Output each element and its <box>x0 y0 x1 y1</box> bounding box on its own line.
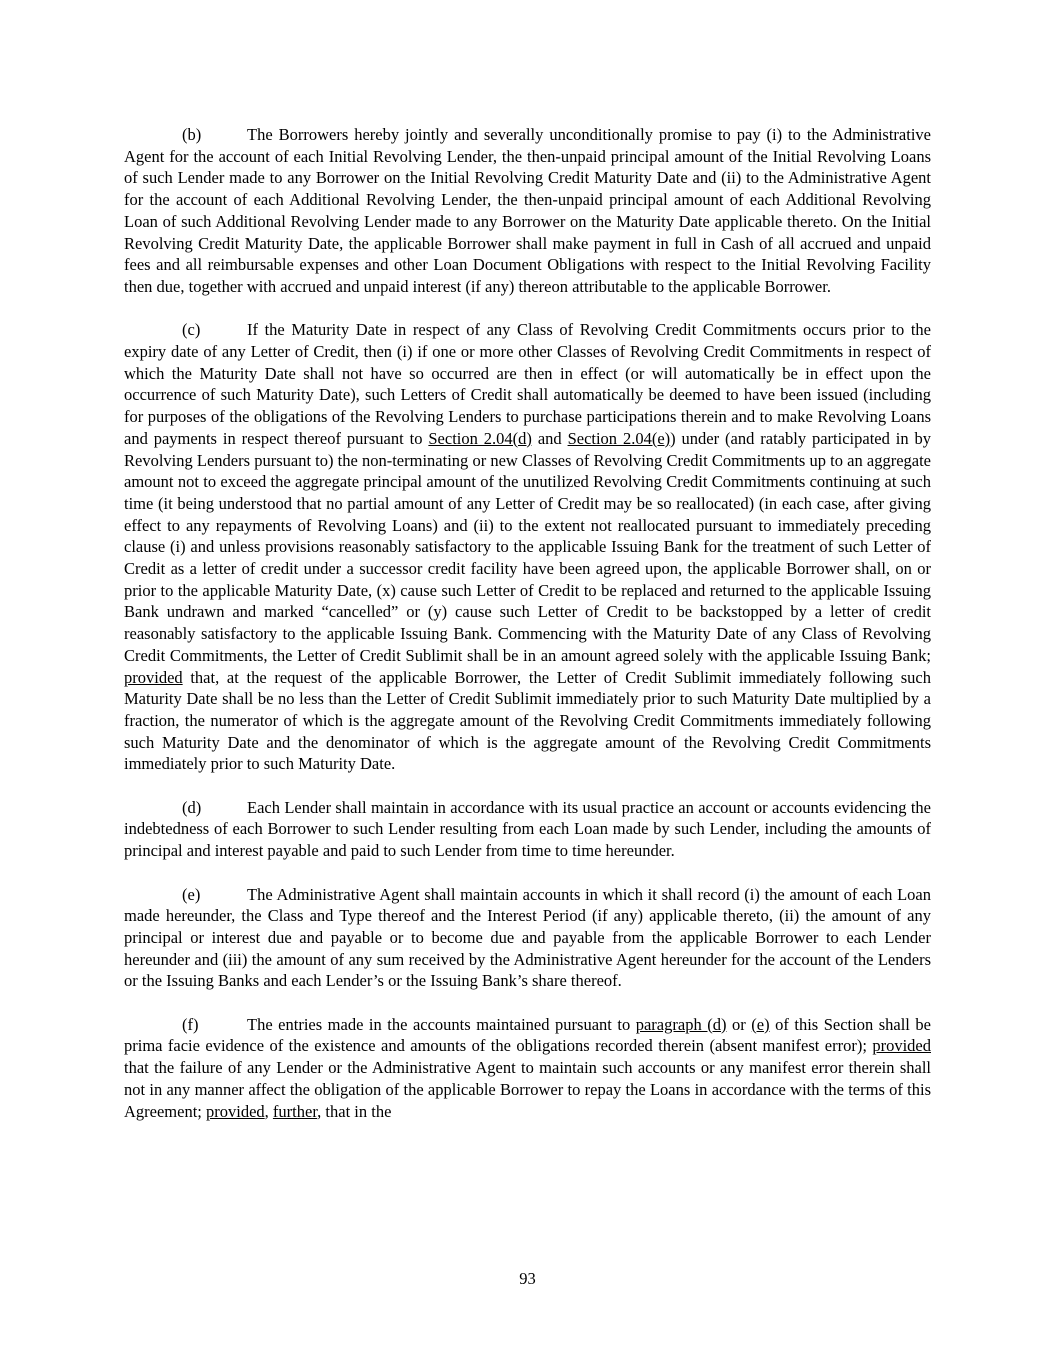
paragraph-e <box>124 884 931 993</box>
paragraph-text: The entries made in the accounts maintained pursuant to <box>247 1014 636 1034</box>
body-text <box>124 124 931 1144</box>
paragraph-reference: paragraph (d) <box>635 1014 727 1034</box>
paragraph-text: that the failure of any Lender or the Administrative Agent to maintain such accounts or any manifest error therein shall not in any manner affect the obligation of the applicable Borrower to repay the Loans in accordance with the terms of this Agreement; <box>124 1058 931 1121</box>
paragraph-text: of this Section shall be prima facie evidence of the existence and amounts of the obligations recorded therein (absent manifest error); <box>124 1014 931 1056</box>
paragraph-text: , that in the <box>317 1101 392 1121</box>
paragraph-label: (f) <box>182 1014 199 1034</box>
paragraph-text: The Administrative Agent shall maintain accounts in which it shall record (i) the amount of each Loan made hereunder, the Class and Type thereof and the Interest Period (if any) applicable thereto, (ii) the amount of any principal or interest due and payable or to become due and payable from the applicable Borrower to each Lender hereunder and (iii) the amount of any sum received by the Administrative Agent hereunder for the account of the Lenders or the Issuing Banks and each Lender’s or the Issuing Bank’s share thereof. <box>124 884 931 991</box>
paragraph-c <box>124 319 931 775</box>
section-reference: Section 2.04(e) <box>567 428 671 448</box>
section-reference: Section 2.04(d) <box>428 428 532 448</box>
paragraph-label: (d) <box>182 797 202 817</box>
paragraph-text: and <box>531 428 568 448</box>
page-number: 93 <box>519 1269 536 1288</box>
paragraph-label: (b) <box>182 125 202 144</box>
provided-term: provided <box>872 1036 931 1056</box>
paragraph-text: Each Lender shall maintain in accordance with its usual practice an account or accounts evidencing the indebtedness of each Borrower to such Lender resulting from each Loan made by such Lender, including the amounts of principal and interest payable and paid to such Lender from time to time hereunder. <box>124 797 931 861</box>
paragraph-reference: (e) <box>751 1014 770 1034</box>
paragraph-text: or <box>726 1014 752 1034</box>
paragraph-b <box>124 124 931 298</box>
paragraph-text: , <box>264 1101 273 1121</box>
paragraph-f <box>124 1014 931 1123</box>
paragraph-d <box>124 797 931 862</box>
further-term: further <box>272 1101 318 1121</box>
paragraph-label: (e) <box>182 884 201 904</box>
paragraph-text: ) under (and ratably participated in by Revolving Lenders pursuant to) the non-terminating or new Classes of Revolving Credit Commitments up to an aggregate amount not to exceed the aggregate principal amount of the unutilized Revolving Credit Commitments continuing at such time (it being understood that no partial amount of any Letter of Credit may be so reallocated) (in each case, after giving effect to any repayments of Revolving Loans) and (ii) to the extent not reallocated pursuant to immediately preceding clause (i) and unless provisions reasonably satisfactory to the applicable Issuing Bank for the treatment of such Letter of Credit as a letter of credit under a successor credit facility have been agreed upon, the applicable Borrower shall, on or prior to the applicable Maturity Date, (x) cause such Letter of Credit to be replaced and returned to the applicable Issuing Bank undrawn and marked “cancelled” or (y) cause such Letter of Credit to be backstopped by a letter of credit reasonably satisfactory to the applicable Issuing Bank. Commencing with the Maturity Date of any Class of Revolving Credit Commitments, the Letter of Credit Sublimit shall be in an amount agreed solely with the applicable Issuing Bank; <box>124 428 932 665</box>
paragraph-text: If the Maturity Date in respect of any Class of Revolving Credit Commitments occurs prior to the expiry date of any Letter of Credit, then (i) if one or more other Classes of Revolving Credit Commitments in respect of which the Maturity Date shall not have so occurred are then in effect (or will automatically be in effect upon the occurrence of such Maturity Date), such Letters of Credit shall automatically be deemed to have been issued (including for purposes of the obligations of the Revolving Lenders to purchase participations therein and to make Revolving Loans and payments in respect thereof pursuant to <box>124 320 931 448</box>
provided-term: provided <box>206 1101 265 1121</box>
provided-term: provided <box>124 667 183 687</box>
paragraph-label: (c) <box>182 320 201 340</box>
paragraph-text: that, at the request of the applicable Borrower, the Letter of Credit Sublimit immediately following such Maturity Date shall be no less than the Letter of Credit Sublimit immediately prior to such Maturity Date multiplied by a fraction, the numerator of which is the aggregate amount of the Revolving Credit Commitments immediately following such Maturity Date and the denominator of which is the aggregate amount of the Revolving Credit Commitments immediately prior to such Maturity Date. <box>124 667 931 774</box>
paragraph-text: The Borrowers hereby jointly and severally unconditionally promise to pay (i) to the Administrative Agent for the account of each Initial Revolving Lender, the then-unpaid principal amount of the Initial Revolving Loans of such Lender made to any Borrower on the Initial Revolving Credit Maturity Date and (ii) to the Administrative Agent for the account of each Additional Revolving Lender, the then-unpaid principal amount of each Additional Revolving Loan of such Additional Revolving Lender made to any Borrower on the Maturity Date applicable thereto. On the Initial Revolving Credit Maturity Date, the applicable Borrower shall make payment in full in Cash of all accrued and unpaid fees and all reimbursable expenses and other Loan Document Obligations with respect to the Initial Revolving Facility then due, together with accrued and unpaid interest (if any) thereon attributable to the applicable Borrower. <box>124 125 931 296</box>
